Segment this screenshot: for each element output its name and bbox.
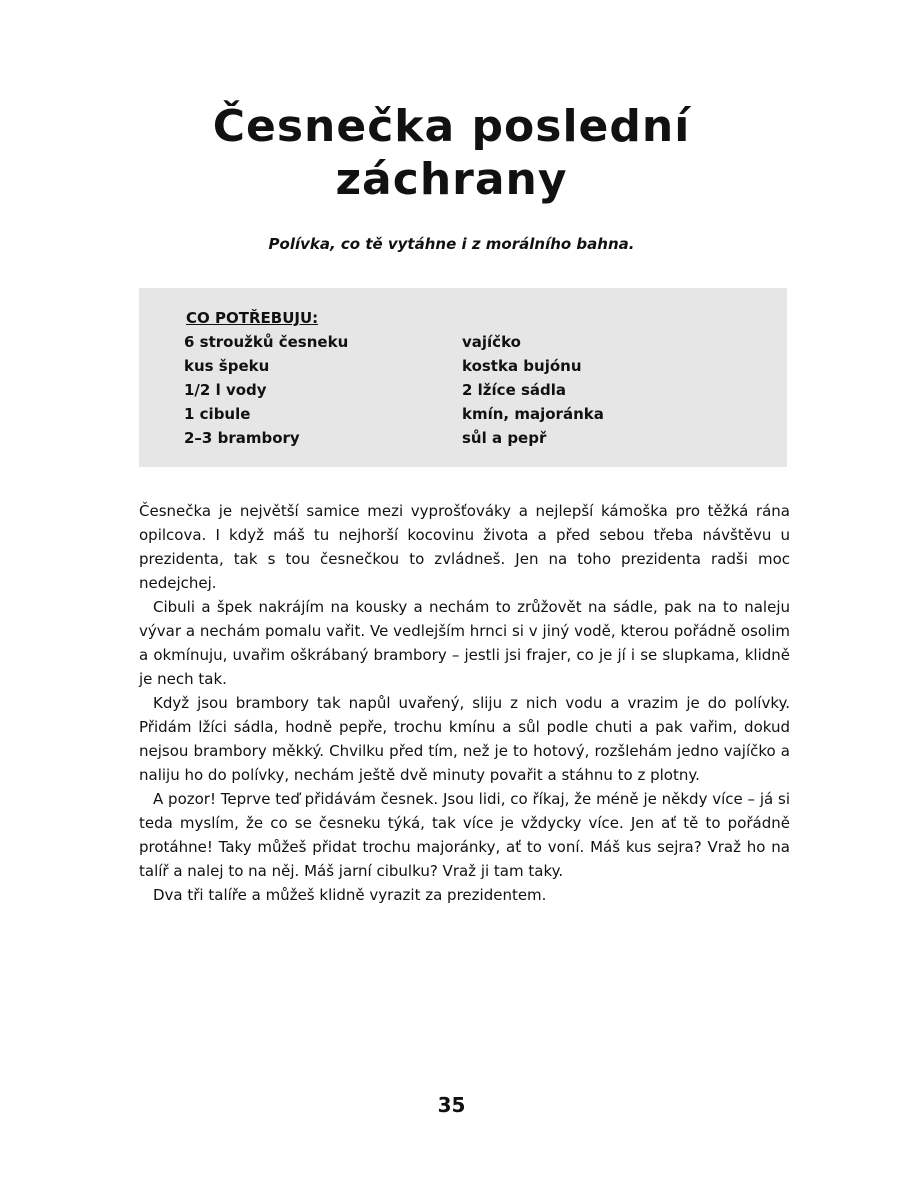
ingredient-item: 1 cibule	[184, 405, 251, 423]
ingredients-list-left	[184, 332, 348, 452]
ingredient-item: kostka bujónu	[462, 357, 582, 375]
recipe-title	[0, 100, 903, 206]
ingredient-item: kus špeku	[184, 357, 270, 375]
title-line-1: Česnečka poslední	[212, 101, 691, 152]
ingredient-item: 2 lžíce sádla	[462, 381, 567, 399]
ingredients-list-right	[462, 332, 604, 452]
page-number: 35	[437, 1093, 466, 1117]
ingredient-item: 6 stroužků česneku	[184, 333, 349, 351]
ingredients-box	[139, 288, 787, 467]
ingredient-item: 2–3 brambory	[184, 429, 300, 447]
body-paragraph: Dva tři talíře a můžeš klidně vyrazit za prezidentem.	[153, 886, 547, 904]
recipe-body	[139, 499, 790, 907]
body-paragraph: Česnečka je největší samice mezi vyprošťováky a nejlepší kámoška pro těžká rána opilcova. I když máš tu nejhorší kocovinu života a před sebou třeba návštěvu u prezidenta, tak s tou česnečkou to zvládneš. Jen na toho prezidenta radši moc nedejchej.	[139, 502, 790, 592]
body-paragraph: Když jsou brambory tak napůl uvařený, sliju z nich vodu a vrazim je do polívky. Přidám lžíci sádla, hodně pepře, trochu kmínu a sůl podle chuti a pak vařim, dokud nejsou brambory měkký. Chvilku před tím, než je to hotový, rozšlehám jedno vajíčko a naliju ho do polívky, nechám ještě dvě minuty povařit a stáhnu to z plotny.	[139, 694, 790, 784]
recipe-subtitle: Polívka, co tě vytáhne i z morálního bahna.	[268, 235, 635, 253]
ingredient-item: vajíčko	[462, 333, 521, 351]
title-line-2: záchrany	[335, 154, 568, 205]
ingredient-item: kmín, majoránka	[462, 405, 604, 423]
ingredient-item: sůl a pepř	[462, 429, 547, 447]
ingredients-heading: CO POTŘEBUJU:	[186, 309, 319, 327]
body-paragraph: Cibuli a špek nakrájím na kousky a nechám to zrůžovět na sádle, pak na to naleju vývar a nechám pomalu vařit. Ve vedlejším hrnci si v jiný vodě, kterou pořádně osolim a okmínuju, uvařim oškrábaný brambory – jestli jsi frajer, co je jí i se slupkama, klidně je nech tak.	[139, 598, 790, 688]
ingredient-item: 1/2 l vody	[184, 381, 267, 399]
body-paragraph: A pozor! Teprve teď přidávám česnek. Jsou lidi, co říkaj, že méně je někdy více – já si teda myslím, že co se česneku týká, tak více je vždycky více. Jen ať tě to pořádně protáhne! Taky můžeš přidat trochu majoránky, ať to voní. Máš kus sejra? Vraž ho na talíř a nalej to na něj. Máš jarní cibulku? Vraž ji tam taky.	[139, 790, 790, 880]
